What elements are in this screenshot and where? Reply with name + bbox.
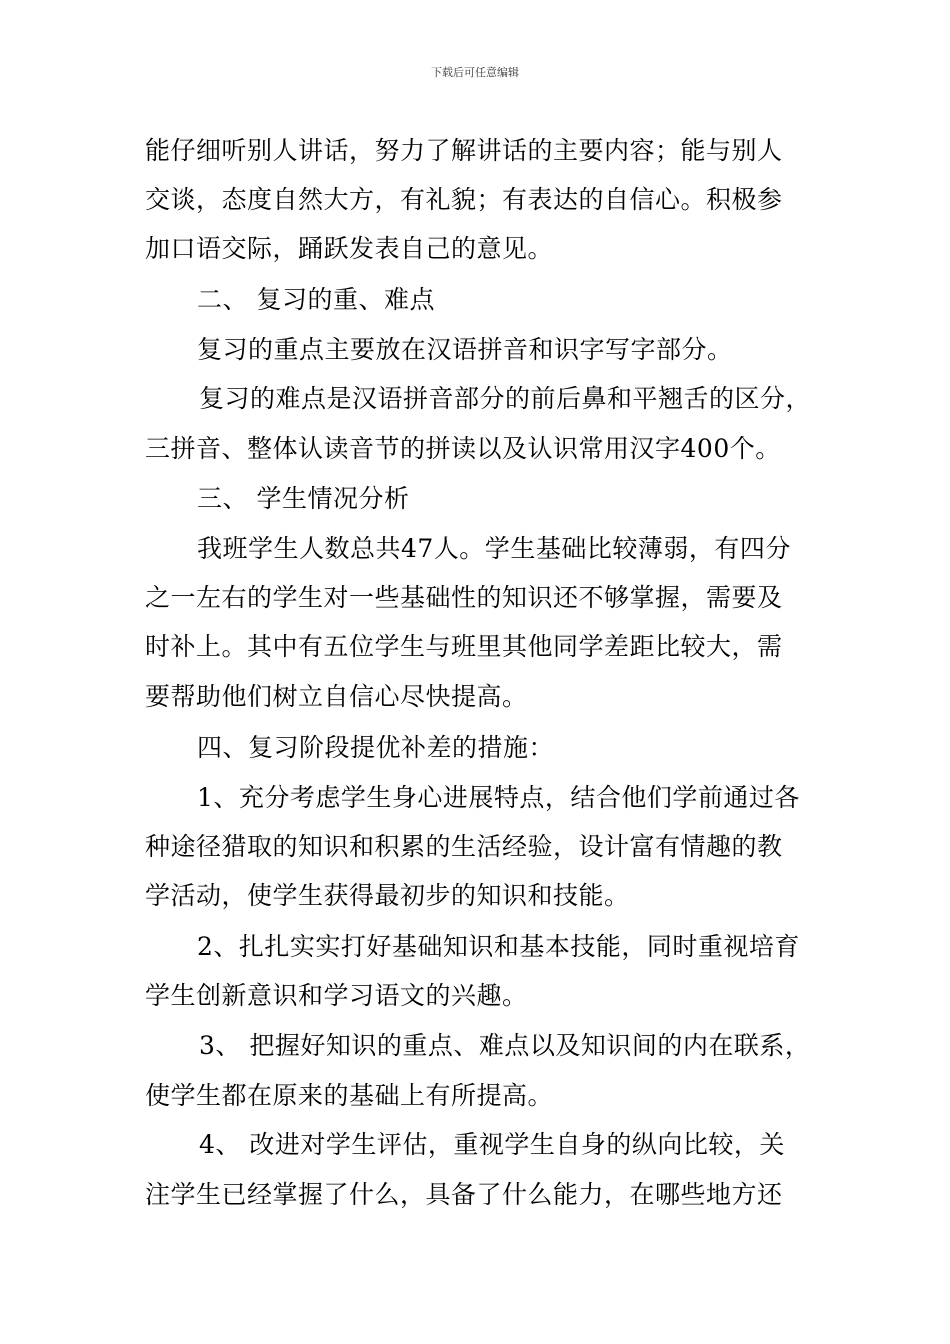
section-heading: 四、复习阶段提优补差的措施： [197, 733, 555, 762]
page-header-note: 下载后可任意编辑 [431, 66, 519, 79]
text-line: 复习的难点是汉语拼音部分的前后鼻和平翘舌的区分， [199, 384, 812, 413]
list-item: 1、充分考虑学生身心进展特点，结合他们学前通过各 [197, 783, 800, 812]
text-line: 交谈，态度自然大方，有礼貌；有表达的自信心。积极参 [145, 185, 783, 214]
text-line: 使学生都在原来的基础上有所提高。 [145, 1081, 554, 1110]
section-heading: 二、 复习的重、难点 [197, 285, 435, 314]
text-line: 学活动，使学生获得最初步的知识和技能。 [145, 881, 630, 910]
text-line: 复习的重点主要放在汉语拼音和识字写字部分。 [197, 335, 733, 364]
list-item: 3、 把握好知识的重点、难点以及知识间的内在联系， [199, 1031, 811, 1060]
text-line: 加口语交际，踊跃发表自己的意见。 [145, 234, 554, 263]
text-line: 我班学生人数总共47人。学生基础比较薄弱，有四分 [197, 534, 791, 563]
text-line: 三拼音、整体认读音节的拼读以及认识常用汉字400个。 [145, 434, 781, 463]
list-item: 2、扎扎实实打好基础知识和基本技能，同时重视培育 [197, 932, 800, 961]
text-line: 能仔细听别人讲话，努力了解讲话的主要内容；能与别人 [145, 136, 783, 165]
list-item: 4、 改进对学生评估，重视学生自身的纵向比较，关 [199, 1130, 785, 1159]
text-line: 注学生已经掌握了什么，具备了什么能力，在哪些地方还 [145, 1180, 783, 1209]
section-heading: 三、 学生情况分析 [197, 484, 410, 513]
text-line: 种途径猎取的知识和积累的生活经验，设计富有情趣的教 [145, 832, 783, 861]
text-line: 之一左右的学生对一些基础性的知识还不够掌握，需要及 [145, 583, 783, 612]
text-line: 要帮助他们树立自信心尽快提高。 [145, 682, 528, 711]
text-line: 学生创新意识和学习语文的兴趣。 [145, 981, 528, 1010]
text-line: 时补上。其中有五位学生与班里其他同学差距比较大，需 [145, 632, 783, 661]
